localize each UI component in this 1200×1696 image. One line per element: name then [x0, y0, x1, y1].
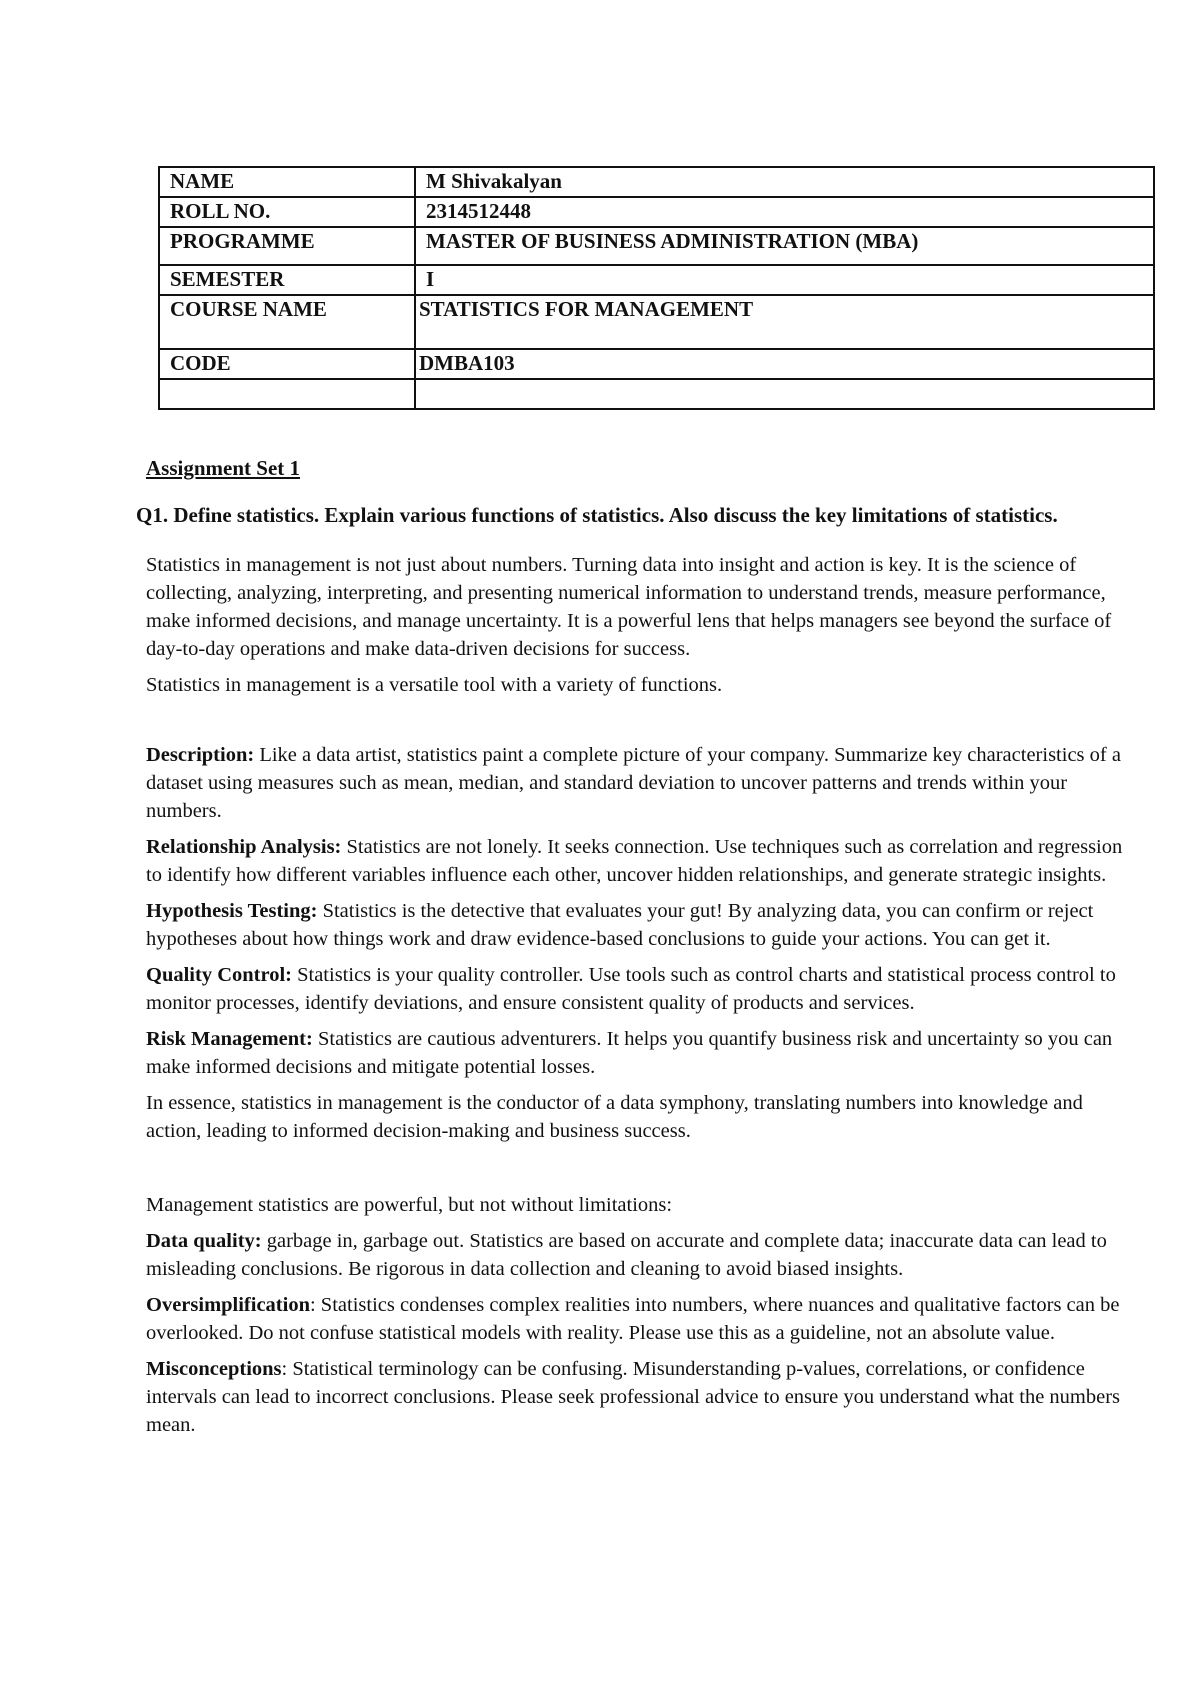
function-term: Description:	[146, 744, 255, 766]
course-name-label: COURSE NAME	[159, 295, 415, 349]
name-value: M Shivakalyan	[415, 167, 1154, 197]
semester-value: I	[415, 265, 1154, 295]
limitation-paragraph-misconceptions	[146, 1355, 1136, 1439]
limitation-text: garbage in, garbage out. Statistics are based on accurate and complete data; inaccurate data can lead to misleading conclusions. Be rigorous in data collection and cleaning to avoid biased insights.	[146, 1230, 1107, 1280]
function-paragraph-risk	[146, 1025, 1136, 1081]
function-term: Relationship Analysis:	[146, 836, 342, 858]
function-term: Quality Control:	[146, 964, 292, 986]
empty-cell	[415, 379, 1154, 409]
table-row	[159, 265, 1154, 295]
intro-paragraph: Statistics in management is not just about numbers. Turning data into insight and action is key. It is the science of collecting, analyzing, interpreting, and presenting numerical information to understand trends, measure performance, make informed decisions, and manage uncertainty. It is a powerful lens that helps managers see beyond the surface of day-to-day operations and make data-driven decisions for success.	[146, 554, 1112, 660]
roll-no-value: 2314512448	[415, 197, 1154, 227]
functions-intro-paragraph: Statistics in management is a versatile tool with a variety of functions.	[146, 674, 723, 696]
code-label: CODE	[159, 349, 415, 379]
table-row	[159, 349, 1154, 379]
function-paragraph-relationship	[146, 833, 1136, 889]
function-paragraph-description	[146, 741, 1136, 825]
table-row	[159, 227, 1154, 265]
name-label: NAME	[159, 167, 415, 197]
limitation-term: Oversimplification	[146, 1294, 310, 1316]
roll-no-label: ROLL NO.	[159, 197, 415, 227]
function-text: Statistics are not lonely. It seeks connection. Use techniques such as correlation and regression to identify how different variables influence each other, uncover hidden relationships, and generate strategic insights.	[146, 836, 1123, 886]
function-text: Statistics are cautious adventurers. It helps you quantify business risk and uncertainty so you can make informed decisions and mitigate potential losses.	[146, 1028, 1113, 1078]
function-text: Statistics is the detective that evaluates your gut! By analyzing data, you can confirm or reject hypotheses about how things work and draw evidence-based conclusions to guide your actions. You can get it.	[146, 900, 1094, 950]
function-term: Hypothesis Testing:	[146, 900, 318, 922]
table-row	[159, 197, 1154, 227]
course-name-value: STATISTICS FOR MANAGEMENT	[415, 295, 1154, 349]
programme-label: PROGRAMME	[159, 227, 415, 265]
student-info-table	[158, 166, 1155, 410]
limitations-intro-paragraph: Management statistics are powerful, but not without limitations:	[146, 1194, 673, 1216]
table-row	[159, 295, 1154, 349]
functions-conclusion-paragraph: In essence, statistics in management is the conductor of a data symphony, translating numbers into knowledge and action, leading to informed decision-making and business success.	[146, 1092, 1083, 1142]
programme-value: MASTER OF BUSINESS ADMINISTRATION (MBA)	[415, 227, 1154, 265]
assignment-set-title: Assignment Set 1	[146, 456, 301, 480]
question-heading: Q1. Define statistics. Explain various functions of statistics. Also discuss the key limitations of statistics.	[136, 503, 1058, 527]
code-value: DMBA103	[415, 349, 1154, 379]
function-paragraph-hypothesis	[146, 897, 1136, 953]
function-text: Like a data artist, statistics paint a complete picture of your company. Summarize key characteristics of a dataset using measures such as mean, median, and standard deviation to uncover patterns and trends within your numbers.	[146, 744, 1121, 822]
assignment-content	[136, 455, 1136, 1439]
semester-label: SEMESTER	[159, 265, 415, 295]
empty-cell	[159, 379, 415, 409]
limitation-paragraph-data-quality	[146, 1227, 1136, 1283]
limitation-text: : Statistical terminology can be confusing. Misunderstanding p-values, correlations, or confidence intervals can lead to incorrect conclusions. Please seek professional advice to ensure you understand what the numbers mean.	[146, 1358, 1121, 1436]
function-text: Statistics is your quality controller. Use tools such as control charts and statistical process control to monitor processes, identify deviations, and ensure consistent quality of products and services.	[146, 964, 1116, 1014]
limitation-text: : Statistics condenses complex realities into numbers, where nuances and qualitative factors can be overlooked. Do not confuse statistical models with reality. Please use this as a guideline, not an absolute value.	[146, 1294, 1120, 1344]
limitation-paragraph-oversimplification	[146, 1291, 1136, 1347]
table-row	[159, 379, 1154, 409]
function-paragraph-quality	[146, 961, 1136, 1017]
table-row	[159, 167, 1154, 197]
limitation-term: Misconceptions	[146, 1358, 282, 1380]
limitation-term: Data quality:	[146, 1230, 262, 1252]
function-term: Risk Management:	[146, 1028, 313, 1050]
